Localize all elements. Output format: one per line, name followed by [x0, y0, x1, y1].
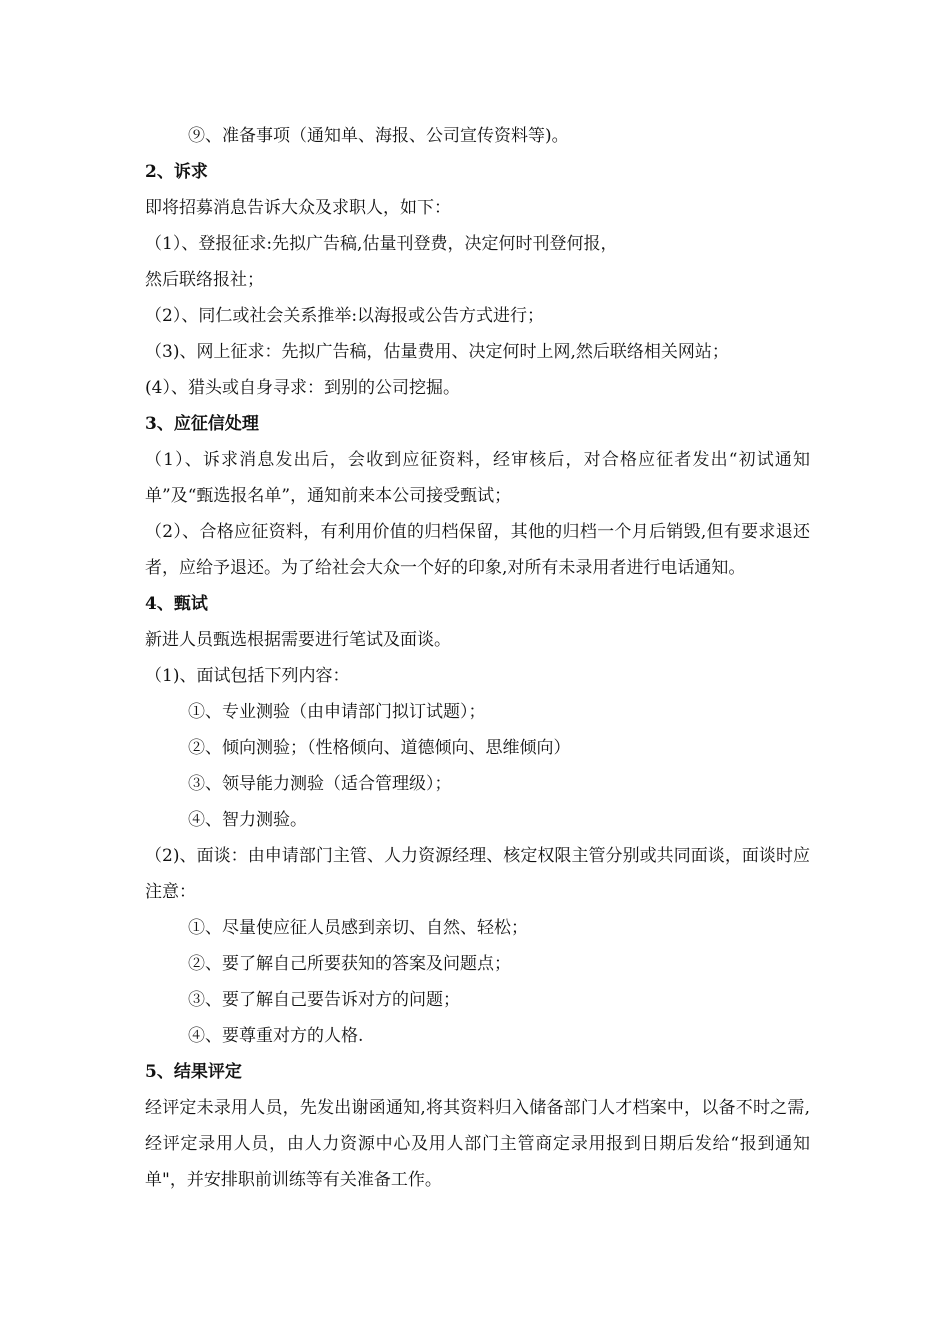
- talk-note-3: ③、要了解自己要告诉对方的问题；: [188, 990, 460, 1010]
- interview-item-4: ④、智力测验。: [188, 810, 307, 830]
- applications-paragraph-1: （1）、诉求消息发出后，会收到应征资料，经审核后，对合格应征者发出“初试通知单”及“甄选报名单”，通知前来本公司接受甄试；: [145, 450, 810, 506]
- appeal-item-1-cont: 然后联络报社；: [145, 270, 264, 290]
- prep-item-9: ⑨、准备事项（通知单、海报、公司宣传资料等)。: [188, 126, 569, 146]
- interview-item-3: ③、领导能力测验（适合管理级）；: [188, 774, 452, 794]
- interview-item-1: ①、专业测验（由申请部门拟订试题）；: [188, 702, 486, 722]
- talk-note-4: ④、要尊重对方的人格.: [188, 1026, 364, 1046]
- section-heading-screening: 4、甄试: [145, 594, 208, 614]
- appeal-item-3: （3)、网上征求：先拟广告稿，估量费用、决定何时上网,然后联络相关网站；: [145, 342, 729, 362]
- appeal-item-4: (4）、猎头或自身寻求：到别的公司挖掘。: [145, 378, 460, 398]
- appeal-intro: 即将招募消息告诉大众及求职人，如下：: [145, 198, 451, 218]
- appeal-item-1: （1）、登报征求:先拟广告稿,估量刊登费，决定何时刊登何报，: [145, 234, 618, 254]
- section-heading-evaluation: 5、结果评定: [145, 1062, 242, 1082]
- section-heading-applications: 3、应征信处理: [145, 414, 259, 434]
- appeal-item-2: （2）、同仁或社会关系推举:以海报或公告方式进行；: [145, 306, 545, 326]
- applications-paragraph-2: （2）、合格应征资料，有利用价值的归档保留，其他的归档一个月后销毁,但有要求退还者，应给予退还。为了给社会大众一个好的印象,对所有未录用者进行电话通知。: [145, 522, 810, 578]
- screening-intro: 新进人员甄选根据需要进行笔试及面谈。: [145, 630, 451, 650]
- interview-item-2: ②、倾向测验；（性格倾向、道德倾向、思维倾向）: [188, 738, 571, 758]
- evaluation-paragraph: 经评定未录用人员，先发出谢函通知,将其资料归入储备部门人才档案中，以备不时之需,经评定录用人员，由人力资源中心及用人部门主管商定录用报到日期后发给“报到通知单"，并安排职前训练等有关准备工作。: [145, 1098, 810, 1190]
- talk-note-2: ②、要了解自己所要获知的答案及问题点；: [188, 954, 511, 974]
- interview-contents-heading: （1)、面试包括下列内容：: [145, 666, 350, 686]
- interview-talk-paragraph: （2)、面谈：由申请部门主管、人力资源经理、核定权限主管分别或共同面谈，面谈时应注意：: [145, 846, 810, 902]
- section-heading-appeal: 2、诉求: [145, 162, 208, 182]
- document-page: [145, 118, 810, 1198]
- talk-note-1: ①、尽量使应征人员感到亲切、自然、轻松；: [188, 918, 528, 938]
